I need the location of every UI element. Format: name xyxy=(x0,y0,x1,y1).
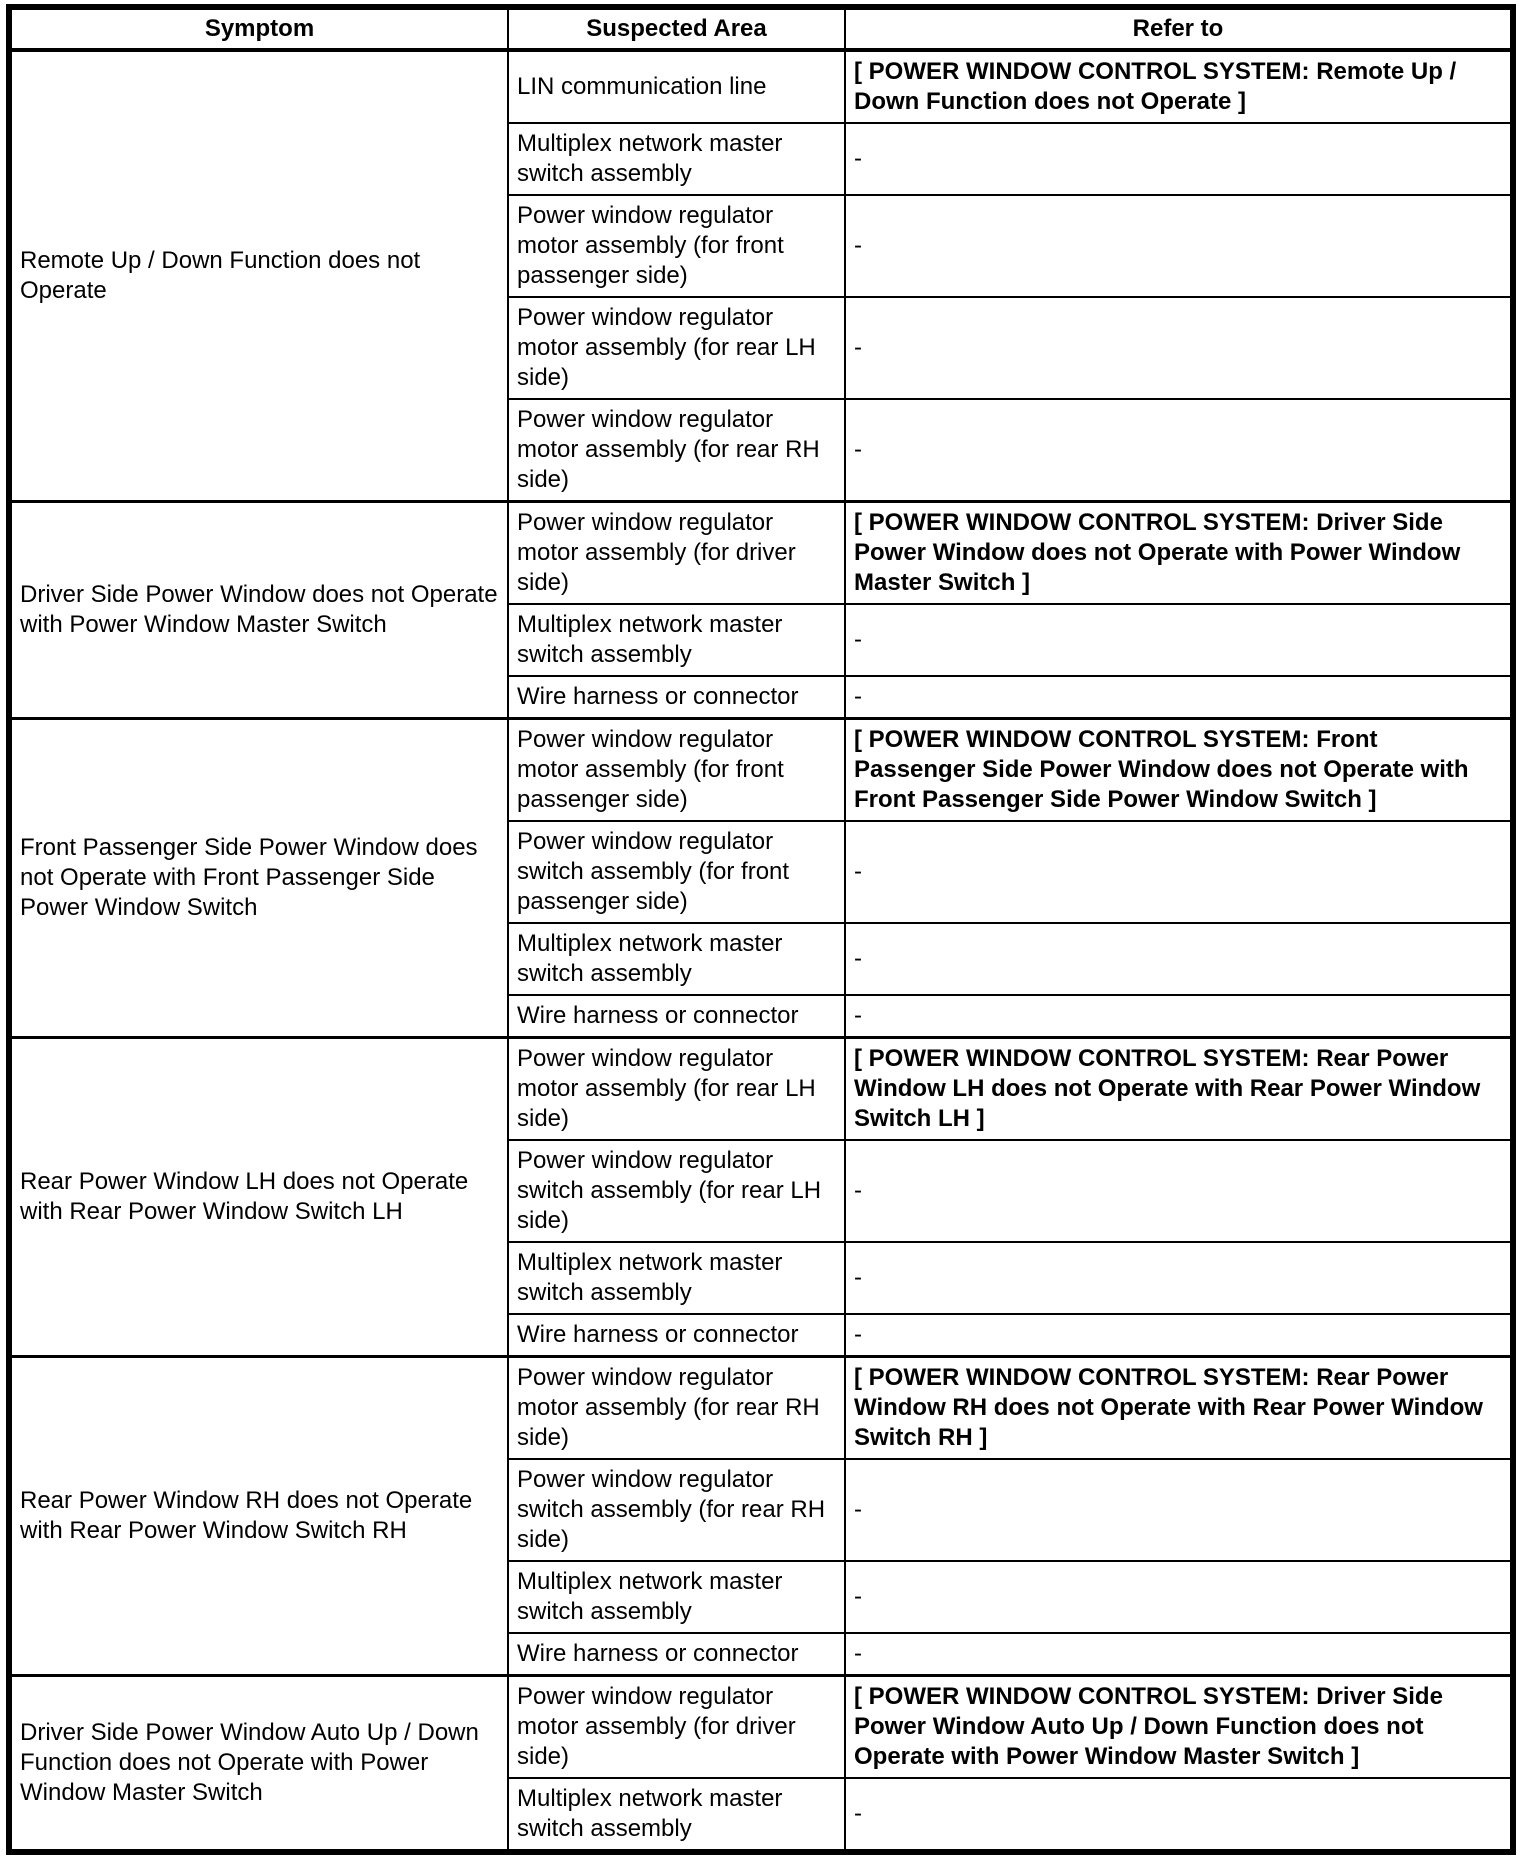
refer-dash: - xyxy=(854,683,862,710)
refer-dash: - xyxy=(854,1800,862,1827)
suspected-area-cell: Wire harness or connector xyxy=(508,995,845,1038)
refer-to-cell xyxy=(845,1314,1513,1357)
suspected-area-cell: Power window regulator switch assembly (for rear RH side) xyxy=(508,1459,845,1561)
refer-to-cell xyxy=(845,1676,1513,1779)
refer-to-cell xyxy=(845,676,1513,719)
symptom-cell: Driver Side Power Window Auto Up / Down Function does not Operate with Power Window Master Switch xyxy=(9,1676,508,1853)
refer-dash: - xyxy=(854,232,862,259)
refer-link[interactable]: [ POWER WINDOW CONTROL SYSTEM: Rear Power Window RH does not Operate with Rear Power Window Switch RH ] xyxy=(854,1364,1483,1451)
refer-to-cell xyxy=(845,604,1513,676)
symptom-cell: Remote Up / Down Function does not Operate xyxy=(9,50,508,502)
refer-dash: - xyxy=(854,1583,862,1610)
table-row xyxy=(9,502,1513,605)
refer-to-cell xyxy=(845,1459,1513,1561)
table-row xyxy=(9,1038,1513,1141)
refer-link[interactable]: [ POWER WINDOW CONTROL SYSTEM: Rear Power Window LH does not Operate with Rear Power Window Switch LH ] xyxy=(854,1045,1481,1132)
suspected-area-cell: Multiplex network master switch assembly xyxy=(508,123,845,195)
header-row xyxy=(9,7,1513,50)
suspected-area-cell: Power window regulator motor assembly (for front passenger side) xyxy=(508,195,845,297)
table-row xyxy=(9,50,1513,123)
suspected-area-cell: Multiplex network master switch assembly xyxy=(508,923,845,995)
suspected-area-cell: Power window regulator motor assembly (for front passenger side) xyxy=(508,719,845,822)
symptom-cell: Driver Side Power Window does not Operate with Power Window Master Switch xyxy=(9,502,508,719)
refer-to-cell xyxy=(845,123,1513,195)
table-body xyxy=(9,50,1513,1852)
refer-to-cell xyxy=(845,1242,1513,1314)
suspected-area-cell: Power window regulator motor assembly (for driver side) xyxy=(508,1676,845,1779)
refer-dash: - xyxy=(854,858,862,885)
suspected-area-cell: Power window regulator switch assembly (for rear LH side) xyxy=(508,1140,845,1242)
refer-to-cell xyxy=(845,821,1513,923)
refer-dash: - xyxy=(854,1264,862,1291)
refer-dash: - xyxy=(854,334,862,361)
suspected-area-cell: Multiplex network master switch assembly xyxy=(508,1561,845,1633)
refer-dash: - xyxy=(854,1496,862,1523)
suspected-area-cell: Multiplex network master switch assembly xyxy=(508,604,845,676)
refer-dash: - xyxy=(854,1321,862,1348)
refer-dash: - xyxy=(854,1002,862,1029)
refer-dash: - xyxy=(854,626,862,653)
suspected-area-cell: Power window regulator motor assembly (for rear RH side) xyxy=(508,399,845,502)
refer-to-cell xyxy=(845,195,1513,297)
refer-to-cell xyxy=(845,1140,1513,1242)
refer-link[interactable]: [ POWER WINDOW CONTROL SYSTEM: Front Passenger Side Power Window does not Operate with Front Passenger Side Power Window Switch ] xyxy=(854,726,1469,813)
suspected-area-cell: Power window regulator motor assembly (for rear LH side) xyxy=(508,297,845,399)
suspected-area-cell: Power window regulator motor assembly (for rear LH side) xyxy=(508,1038,845,1141)
refer-dash: - xyxy=(854,1640,862,1667)
suspected-area-cell: Power window regulator switch assembly (for front passenger side) xyxy=(508,821,845,923)
symptom-cell: Rear Power Window RH does not Operate with Rear Power Window Switch RH xyxy=(9,1357,508,1676)
suspected-area-cell: LIN communication line xyxy=(508,50,845,123)
column-header-refer-to: Refer to xyxy=(845,7,1513,50)
table-row xyxy=(9,719,1513,822)
refer-to-cell xyxy=(845,923,1513,995)
suspected-area-cell: Multiplex network master switch assembly xyxy=(508,1242,845,1314)
suspected-area-cell: Power window regulator motor assembly (for driver side) xyxy=(508,502,845,605)
refer-dash: - xyxy=(854,1177,862,1204)
suspected-area-cell: Wire harness or connector xyxy=(508,1633,845,1676)
refer-to-cell xyxy=(845,297,1513,399)
refer-to-cell xyxy=(845,399,1513,502)
column-header-suspected-area: Suspected Area xyxy=(508,7,845,50)
refer-dash: - xyxy=(854,436,862,463)
suspected-area-cell: Multiplex network master switch assembly xyxy=(508,1778,845,1852)
refer-to-cell xyxy=(845,995,1513,1038)
refer-to-cell xyxy=(845,1357,1513,1460)
refer-to-cell xyxy=(845,719,1513,822)
symptom-cell: Front Passenger Side Power Window does not Operate with Front Passenger Side Power Window Switch xyxy=(9,719,508,1038)
symptom-cell: Rear Power Window LH does not Operate with Rear Power Window Switch LH xyxy=(9,1038,508,1357)
refer-to-cell xyxy=(845,1778,1513,1852)
refer-link[interactable]: [ POWER WINDOW CONTROL SYSTEM: Driver Side Power Window does not Operate with Power Window Master Switch ] xyxy=(854,509,1461,596)
suspected-area-cell: Wire harness or connector xyxy=(508,676,845,719)
refer-to-cell xyxy=(845,1561,1513,1633)
suspected-area-cell: Wire harness or connector xyxy=(508,1314,845,1357)
refer-dash: - xyxy=(854,945,862,972)
column-header-symptom: Symptom xyxy=(9,7,508,50)
refer-to-cell xyxy=(845,1038,1513,1141)
refer-to-cell xyxy=(845,502,1513,605)
suspected-area-cell: Power window regulator motor assembly (for rear RH side) xyxy=(508,1357,845,1460)
table-row xyxy=(9,1357,1513,1460)
refer-dash: - xyxy=(854,145,862,172)
table-row xyxy=(9,1676,1513,1779)
refer-to-cell xyxy=(845,50,1513,123)
refer-link[interactable]: [ POWER WINDOW CONTROL SYSTEM: Remote Up / Down Function does not Operate ] xyxy=(854,58,1457,115)
symptom-troubleshooting-table xyxy=(6,4,1516,1855)
refer-link[interactable]: [ POWER WINDOW CONTROL SYSTEM: Driver Side Power Window Auto Up / Down Function does not Operate with Power Window Master Switch ] xyxy=(854,1683,1443,1770)
refer-to-cell xyxy=(845,1633,1513,1676)
